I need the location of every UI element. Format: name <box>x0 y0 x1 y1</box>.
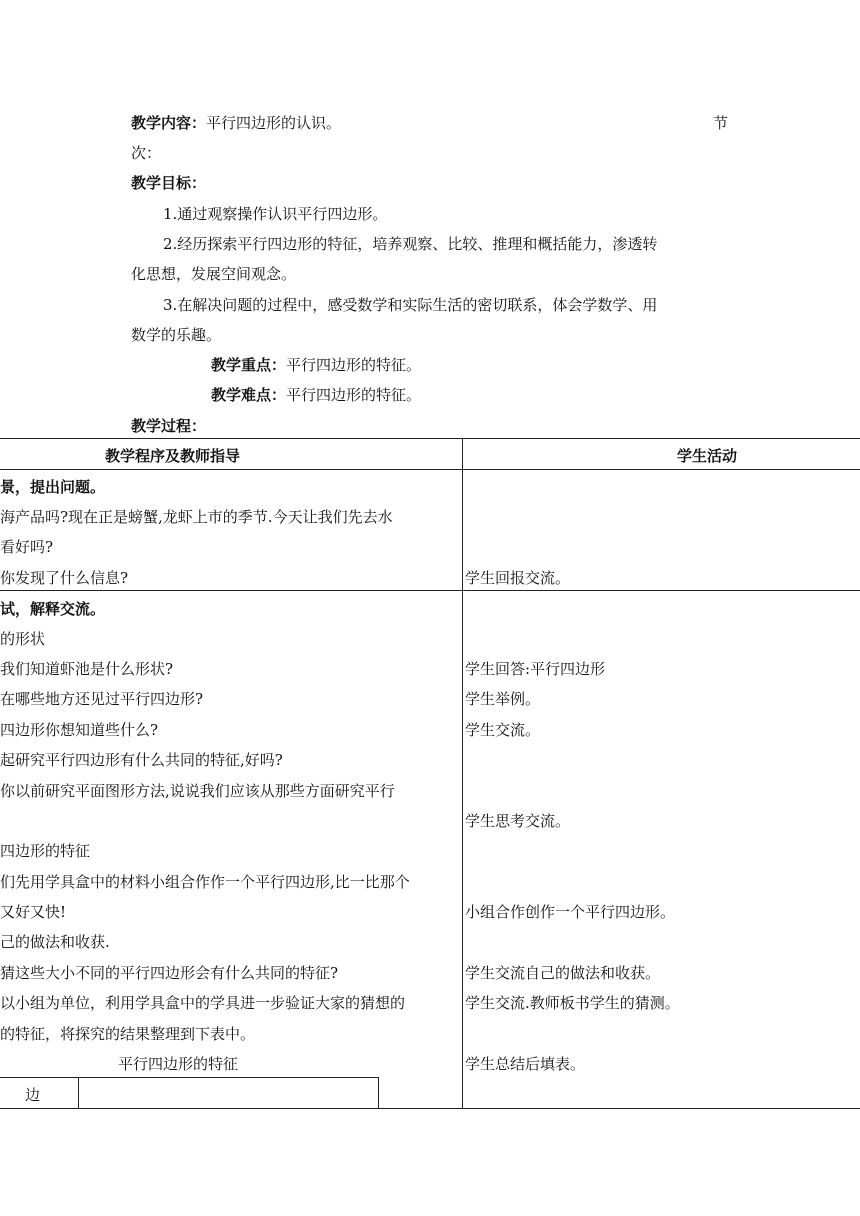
table-column-divider <box>462 438 463 1109</box>
header-teacher-guidance: 教学程序及教师指导 <box>105 447 241 465</box>
process-label: 教学过程： <box>131 417 207 435</box>
section1-line: 看好吗? <box>0 538 54 556</box>
section2-student: 学生交流自己的做法和收获。 <box>465 964 661 982</box>
section2-line: 四边形你想知道些什么? <box>0 721 159 739</box>
section2-line: 以小组为单位，利用学具盒中的学具进一步验证大家的猜想的 <box>0 994 406 1012</box>
section1-title: 景，提出问题。 <box>0 478 106 496</box>
section2-line: 在哪些地方还见过平行四边形? <box>0 690 204 708</box>
section2-line: 又好又快! <box>0 903 67 921</box>
section-label-b: 次： <box>131 144 162 162</box>
goals-label: 教学目标： <box>131 174 207 192</box>
inner-table-col-divider <box>78 1077 79 1108</box>
content-value: 平行四边形的认识。 <box>206 114 342 132</box>
section2-line: 己的做法和收获. <box>0 933 110 951</box>
inner-table-row-label: 边 <box>25 1086 41 1104</box>
section2-line: 起研究平行四边形有什么共同的特征,好吗? <box>0 751 283 769</box>
section2-student: 学生总结后填表。 <box>465 1055 586 1073</box>
section2-student: 学生思考交流。 <box>465 812 571 830</box>
key-point-line <box>211 355 421 375</box>
table-header-divider <box>0 469 860 470</box>
header-student-activity: 学生活动 <box>677 447 738 465</box>
table-row-divider <box>0 590 860 591</box>
goal-2-line2: 化思想，发展空间观念。 <box>131 265 297 283</box>
content-label: 教学内容： <box>131 114 207 132</box>
section2-student: 学生交流.教师板书学生的猜测。 <box>465 994 680 1012</box>
section-label-a: 节 <box>713 114 729 132</box>
section2-student: 学生举例。 <box>465 690 541 708</box>
section2-line: 的特征，将探究的结果整理到下表中。 <box>0 1025 256 1043</box>
goal-3-line2: 数学的乐趣。 <box>131 326 222 344</box>
section2-line: 猜这些大小不同的平行四边形会有什么共同的特征? <box>0 964 339 982</box>
section2-line: 我们知道虾池是什么形状? <box>0 660 174 678</box>
section2-line: 四边形的特征 <box>0 842 91 860</box>
table-bottom-border <box>0 1108 860 1109</box>
goal-1: 1.通过观察操作认识平行四边形。 <box>163 205 388 223</box>
section2-student: 学生交流。 <box>465 721 541 739</box>
section1-line: 海产品吗?现在正是螃蟹,龙虾上市的季节.今天让我们先去水 <box>0 508 393 526</box>
section2-line: 们先用学具盒中的材料小组合作作一个平行四边形,比一比那个 <box>0 873 410 891</box>
key-label: 教学重点： <box>211 356 287 374</box>
difficult-value: 平行四边形的特征。 <box>286 386 422 404</box>
goal-2-line1: 2.经历探索平行四边形的特征，培养观察、比较、推理和概括能力，渗透转 <box>163 235 658 253</box>
goal-3-line1: 3.在解决问题的过程中，感受数学和实际生活的密切联系，体会学数学、用 <box>163 296 658 314</box>
inner-table-right-border <box>378 1077 379 1108</box>
table-top-border <box>0 438 860 439</box>
difficult-label: 教学难点： <box>211 386 287 404</box>
content-line <box>131 113 341 133</box>
section2-line: 你以前研究平面图形方法,说说我们应该从那些方面研究平行 <box>0 782 395 800</box>
section1-student: 学生回报交流。 <box>465 569 571 587</box>
section2-title: 试，解释交流。 <box>0 600 106 618</box>
section1-line: 你发现了什么信息? <box>0 569 129 587</box>
key-value: 平行四边形的特征。 <box>286 356 422 374</box>
section2-student: 学生回答:平行四边形 <box>465 660 606 678</box>
section2-line: 的形状 <box>0 630 46 648</box>
process-table <box>0 437 860 1109</box>
inner-table-caption: 平行四边形的特征 <box>118 1055 239 1073</box>
section2-student: 小组合作创作一个平行四边形。 <box>465 903 676 921</box>
inner-table-top-border <box>0 1077 379 1078</box>
difficult-point-line <box>211 385 421 405</box>
